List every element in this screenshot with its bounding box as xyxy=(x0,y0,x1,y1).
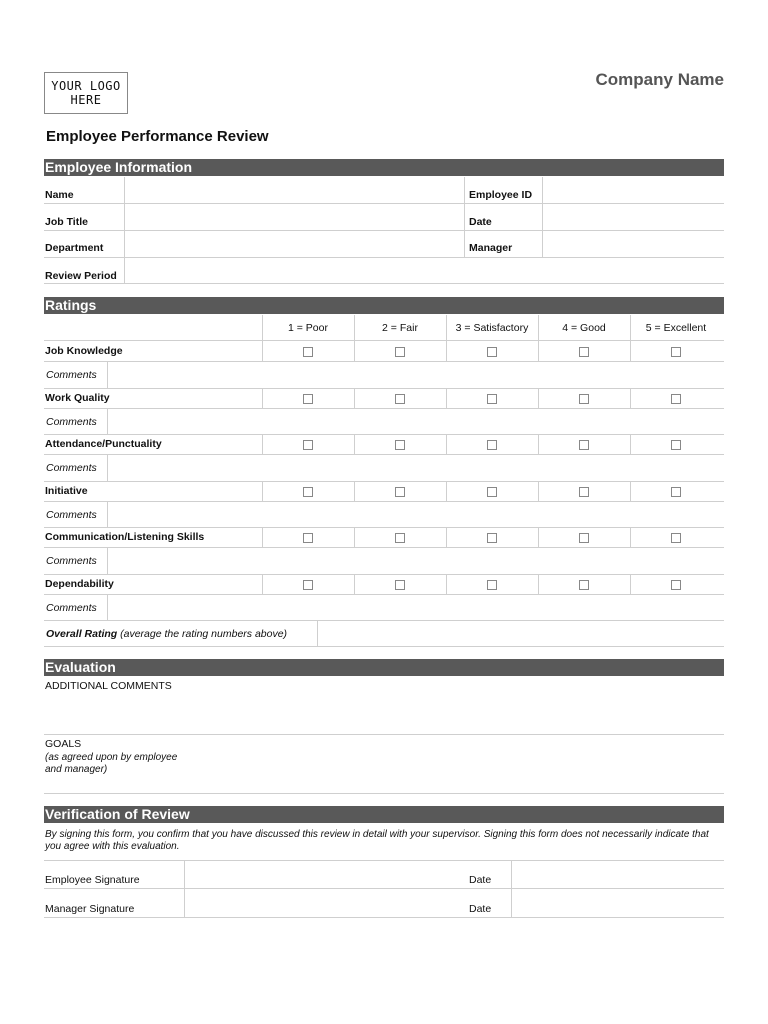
disclaimer-line-1: By signing this form, you confirm that you have discussed this review in detail with your supervisor. Signing this form does not necessarily indicate that xyxy=(45,829,709,840)
criterion-label: Work Quality xyxy=(45,391,110,404)
divider xyxy=(354,388,355,408)
logo-line-2: HERE xyxy=(70,93,102,107)
comments-label: Comments xyxy=(46,415,97,428)
divider xyxy=(262,527,263,547)
divider xyxy=(44,574,724,575)
rating-checkbox-1[interactable] xyxy=(303,487,313,497)
criterion-label: Dependability xyxy=(45,577,114,590)
page-title: Employee Performance Review xyxy=(46,128,269,145)
rating-checkbox-4[interactable] xyxy=(579,533,589,543)
rating-checkbox-5[interactable] xyxy=(671,347,681,357)
ratings-header: Ratings xyxy=(44,297,724,314)
divider xyxy=(538,574,539,594)
divider xyxy=(44,917,724,918)
divider xyxy=(538,527,539,547)
divider xyxy=(630,527,631,547)
date-label: Date xyxy=(469,216,492,228)
name-label: Name xyxy=(45,189,74,201)
rating-checkbox-1[interactable] xyxy=(303,440,313,450)
divider xyxy=(630,315,631,341)
divider xyxy=(446,341,447,361)
rating-checkbox-4[interactable] xyxy=(579,440,589,450)
divider xyxy=(630,341,631,361)
rating-checkbox-5[interactable] xyxy=(671,580,681,590)
divider xyxy=(44,527,724,528)
logo-placeholder xyxy=(44,72,128,114)
comments-label: Comments xyxy=(46,601,97,614)
divider xyxy=(44,646,724,647)
criterion-label: Initiative xyxy=(45,484,88,497)
job-title-label: Job Title xyxy=(45,216,88,228)
comments-input[interactable] xyxy=(108,409,724,434)
divider xyxy=(464,177,465,257)
comments-input[interactable] xyxy=(108,502,724,527)
rating-checkbox-4[interactable] xyxy=(579,347,589,357)
rating-checkbox-2[interactable] xyxy=(395,440,405,450)
divider xyxy=(262,574,263,594)
divider xyxy=(44,388,724,389)
divider xyxy=(446,527,447,547)
comments-input[interactable] xyxy=(108,595,724,620)
divider xyxy=(262,341,263,361)
comments-input[interactable] xyxy=(108,362,724,387)
company-name: Company Name xyxy=(595,70,724,89)
divider xyxy=(630,574,631,594)
divider xyxy=(538,388,539,408)
rating-checkbox-5[interactable] xyxy=(671,440,681,450)
logo-line-1: YOUR LOGO xyxy=(51,79,121,93)
goals-label: GOALS xyxy=(45,738,82,750)
divider xyxy=(354,574,355,594)
rating-checkbox-5[interactable] xyxy=(671,533,681,543)
employee-id-label: Employee ID xyxy=(469,189,533,201)
rating-checkbox-5[interactable] xyxy=(671,487,681,497)
divider xyxy=(538,315,539,341)
divider xyxy=(446,574,447,594)
date-input[interactable] xyxy=(543,204,724,229)
comments-label: Comments xyxy=(46,555,97,567)
comments-label: Comments xyxy=(46,462,97,474)
divider xyxy=(538,341,539,361)
divider xyxy=(44,434,724,435)
employee-signature-label: Employee Signature xyxy=(45,874,140,886)
department-input[interactable] xyxy=(125,231,463,256)
rating-checkbox-3[interactable] xyxy=(487,533,497,543)
rating-checkbox-3[interactable] xyxy=(487,580,497,590)
scale-good: 4 = Good xyxy=(562,322,606,334)
comments-label: Comments xyxy=(46,369,97,381)
comments-label: Comments xyxy=(46,508,97,521)
review-period-input[interactable] xyxy=(125,258,724,282)
scale-excellent: 5 = Excellent xyxy=(645,322,707,334)
manager-signature-label: Manager Signature xyxy=(45,903,135,915)
divider xyxy=(354,341,355,361)
criterion-label: Communication/Listening Skills xyxy=(45,531,205,543)
overall-rating-note: (average the rating numbers above) xyxy=(120,628,288,640)
divider xyxy=(44,793,724,794)
overall-rating-input[interactable] xyxy=(318,621,724,645)
rating-checkbox-1[interactable] xyxy=(303,394,313,404)
rating-checkbox-1[interactable] xyxy=(303,347,313,357)
divider xyxy=(354,527,355,547)
goals-note-line-1: (as agreed upon by employee xyxy=(45,752,178,763)
goals-note xyxy=(45,752,177,776)
goals-input[interactable] xyxy=(194,736,724,792)
rating-checkbox-2[interactable] xyxy=(395,487,405,497)
divider xyxy=(446,434,447,454)
rating-checkbox-4[interactable] xyxy=(579,394,589,404)
rating-checkbox-2[interactable] xyxy=(395,533,405,543)
divider xyxy=(262,315,263,341)
rating-checkbox-2[interactable] xyxy=(395,394,405,404)
rating-checkbox-3[interactable] xyxy=(487,394,497,404)
rating-checkbox-4[interactable] xyxy=(579,487,589,497)
divider xyxy=(630,434,631,454)
divider xyxy=(44,283,724,284)
divider xyxy=(446,481,447,501)
rating-checkbox-5[interactable] xyxy=(671,394,681,404)
divider xyxy=(354,315,355,341)
manager-label: Manager xyxy=(469,242,513,254)
divider xyxy=(262,434,263,454)
manager-signature-date-label: Date xyxy=(469,903,492,915)
divider xyxy=(44,481,724,482)
divider xyxy=(354,481,355,501)
employee-id-input[interactable] xyxy=(543,178,724,202)
rating-checkbox-3[interactable] xyxy=(487,487,497,497)
employee-signature-date-input[interactable] xyxy=(512,861,724,887)
rating-checkbox-3[interactable] xyxy=(487,347,497,357)
goals-note-line-2: and manager) xyxy=(45,764,108,775)
rating-checkbox-1[interactable] xyxy=(303,580,313,590)
rating-checkbox-1[interactable] xyxy=(303,533,313,543)
employee-info-header: Employee Information xyxy=(44,159,724,176)
scale-satisfactory: 3 = Satisfactory xyxy=(455,322,529,334)
divider xyxy=(446,388,447,408)
verification-disclaimer xyxy=(45,829,709,853)
divider xyxy=(538,481,539,501)
divider xyxy=(630,388,631,408)
employee-signature-input[interactable] xyxy=(185,861,465,887)
manager-input[interactable] xyxy=(543,231,724,256)
additional-comments-input[interactable] xyxy=(44,694,724,734)
divider xyxy=(262,481,263,501)
criterion-label: Job Knowledge xyxy=(45,345,123,357)
employee-signature-date-label: Date xyxy=(469,874,492,886)
evaluation-header: Evaluation xyxy=(44,659,724,676)
job-title-input[interactable] xyxy=(125,204,463,229)
manager-signature-input[interactable] xyxy=(185,889,465,916)
divider xyxy=(262,388,263,408)
rating-checkbox-3[interactable] xyxy=(487,440,497,450)
comments-input[interactable] xyxy=(108,548,724,573)
name-input[interactable] xyxy=(125,178,463,202)
divider xyxy=(538,434,539,454)
rating-checkbox-4[interactable] xyxy=(579,580,589,590)
divider xyxy=(354,434,355,454)
comments-input[interactable] xyxy=(108,455,724,480)
review-period-label: Review Period xyxy=(45,270,117,282)
scale-poor: 1 = Poor xyxy=(288,322,328,334)
manager-signature-date-input[interactable] xyxy=(512,889,724,916)
overall-rating-label: Overall Rating xyxy=(46,628,118,640)
divider xyxy=(446,315,447,341)
divider xyxy=(44,340,724,341)
overall-rating-label-group xyxy=(46,628,287,640)
department-label: Department xyxy=(45,242,104,254)
additional-comments-label: ADDITIONAL COMMENTS xyxy=(45,680,172,692)
disclaimer-line-2: you agree with this evaluation. xyxy=(45,841,180,852)
scale-fair: 2 = Fair xyxy=(382,322,418,334)
rating-checkbox-2[interactable] xyxy=(395,580,405,590)
criterion-label: Attendance/Punctuality xyxy=(45,438,162,450)
verification-header: Verification of Review xyxy=(44,806,724,823)
divider xyxy=(44,734,724,735)
divider xyxy=(630,481,631,501)
rating-checkbox-2[interactable] xyxy=(395,347,405,357)
